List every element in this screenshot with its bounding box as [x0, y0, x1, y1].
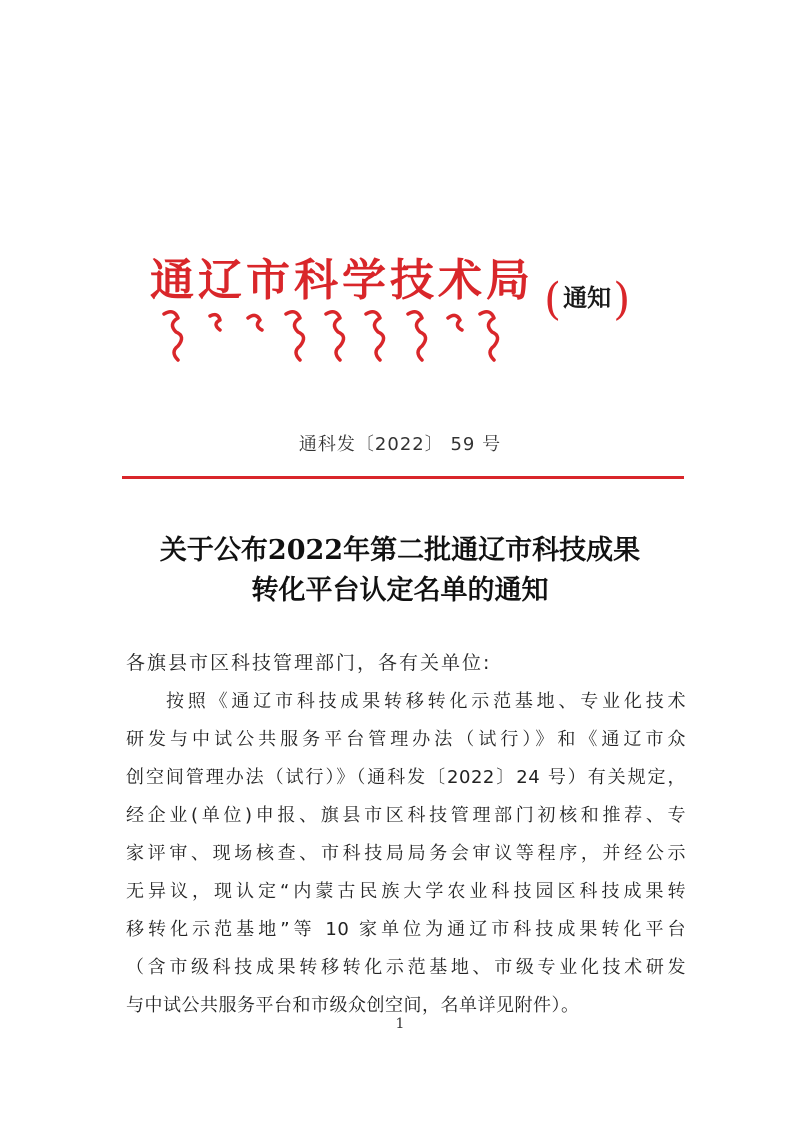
notice-type-close-paren: ) — [613, 274, 631, 325]
body-line: 家评审、现场核查、市科技局局务会审议等程序，并经公示 — [126, 843, 686, 864]
notice-type-label — [544, 274, 630, 325]
body-line: 研发与中试公共服务平台管理办法（试行）》和《通辽市众 — [126, 729, 686, 750]
red-divider-line — [122, 476, 684, 479]
notice-type-open-paren: ( — [544, 274, 562, 325]
mongolian-script-icon — [158, 306, 508, 364]
body-line: 创空间管理办法（试行）》（通科发〔2022〕24 号）有关规定， — [126, 767, 686, 788]
page-number: 1 — [395, 1016, 405, 1032]
agency-name-title: 通辽市科学技术局 — [150, 255, 534, 306]
body-line: 经企业(单位)申报、旗县市区科技管理部门初核和推荐、专 — [126, 805, 686, 826]
body-paragraph — [126, 683, 686, 1025]
notice-type-text: 通知 — [563, 283, 612, 312]
body-line: 移转化示范基地”等 10 家单位为通辽市科技成果转化平台 — [126, 919, 686, 940]
body-line: 按照《通辽市科技成果转移转化示范基地、专业化技术 — [166, 691, 686, 712]
mongolian-script-graphic — [158, 306, 508, 364]
document-title-line-1: 关于公布2022年第二批通辽市科技成果 — [159, 535, 641, 566]
body-line: 无异议，现认定“内蒙古民族大学农业科技园区科技成果转 — [126, 881, 686, 902]
salutation: 各旗县市区科技管理部门，各有关单位: — [126, 652, 492, 674]
document-number: 通科发〔2022〕 59 号 — [298, 434, 502, 455]
document-title — [0, 531, 800, 611]
body-line: （含市级科技成果转移转化示范基地、市级专业化技术研发 — [126, 957, 686, 978]
body-line: 与中试公共服务平台和市级众创空间，名单详见附件）。 — [126, 995, 580, 1016]
document-title-line-2: 转化平台认定名单的通知 — [251, 575, 549, 606]
